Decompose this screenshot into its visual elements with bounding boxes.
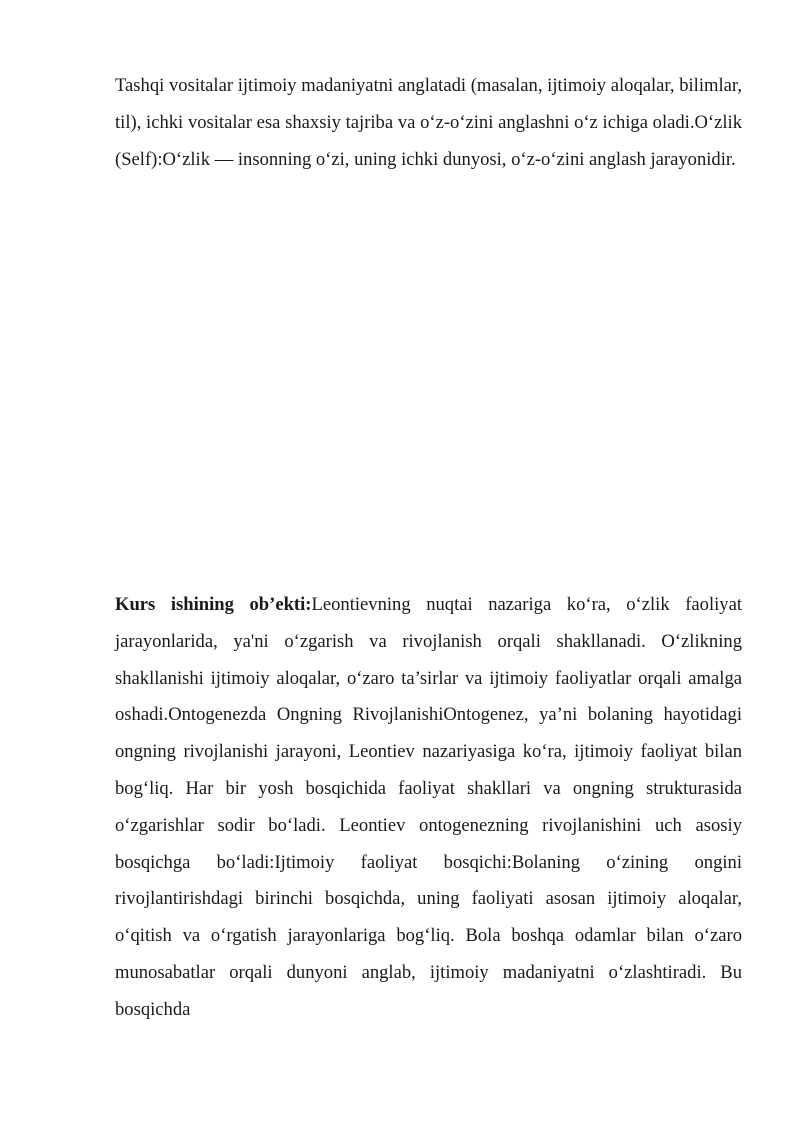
paragraph-2-text: Leontievning nuqtai nazariga ko‘ra, o‘zlik faoliyat jarayonlarida, ya'ni o‘zgarish va rivojlanish orqali shakllanadi. O‘zlikning shakllanishi ijtimoiy aloqalar, o‘zaro ta’sirlar va ijtimoiy faoliyatlar orqali amalga oshadi.Ontogenezda Ongning RivojlanishiOntogenez, ya’ni bolaning hayotidagi ongning rivojlanishi jarayoni, Leontiev nazariyasiga ko‘ra, ijtimoiy faoliyat bilan bog‘liq. Har bir yosh bosqichida faoliyat shakllari va ongning strukturasida o‘zgarishlar sodir bo‘ladi. Leontiev ontogenezning rivojlanishini uch asosiy bosqichga bo‘ladi:Ijtimoiy faoliyat bosqichi:Bolaning o‘zining ongini rivojlantirishdagi birinchi bosqichda, uning faoliyati asosan ijtimoiy aloqalar, o‘qitish va o‘rgatish jarayonlariga bog‘liq. Bola boshqa odamlar bilan o‘zaro munosabatlar orqali dunyoni anglab, ijtimoiy madaniyatni o‘zlashtiradi. Bu bosqichda [115,594,742,1020]
paragraph-1-text: Tashqi vositalar ijtimoiy madaniyatni anglatadi (masalan, ijtimoiy aloqalar, bilimlar, til), ichki vositalar esa shaxsiy tajriba va o‘z-o‘zini anglashni o‘z ichiga oladi.O‘zlik (Self):O‘zlik — insonning o‘zi, uning ichki dunyosi, o‘z-o‘zini anglash jarayonidir. [115,75,742,170]
body-paragraph-2 [115,587,742,1029]
body-paragraph-1 [115,68,742,178]
paragraph-2-heading: Kurs ishining ob’ekti: [115,594,312,615]
